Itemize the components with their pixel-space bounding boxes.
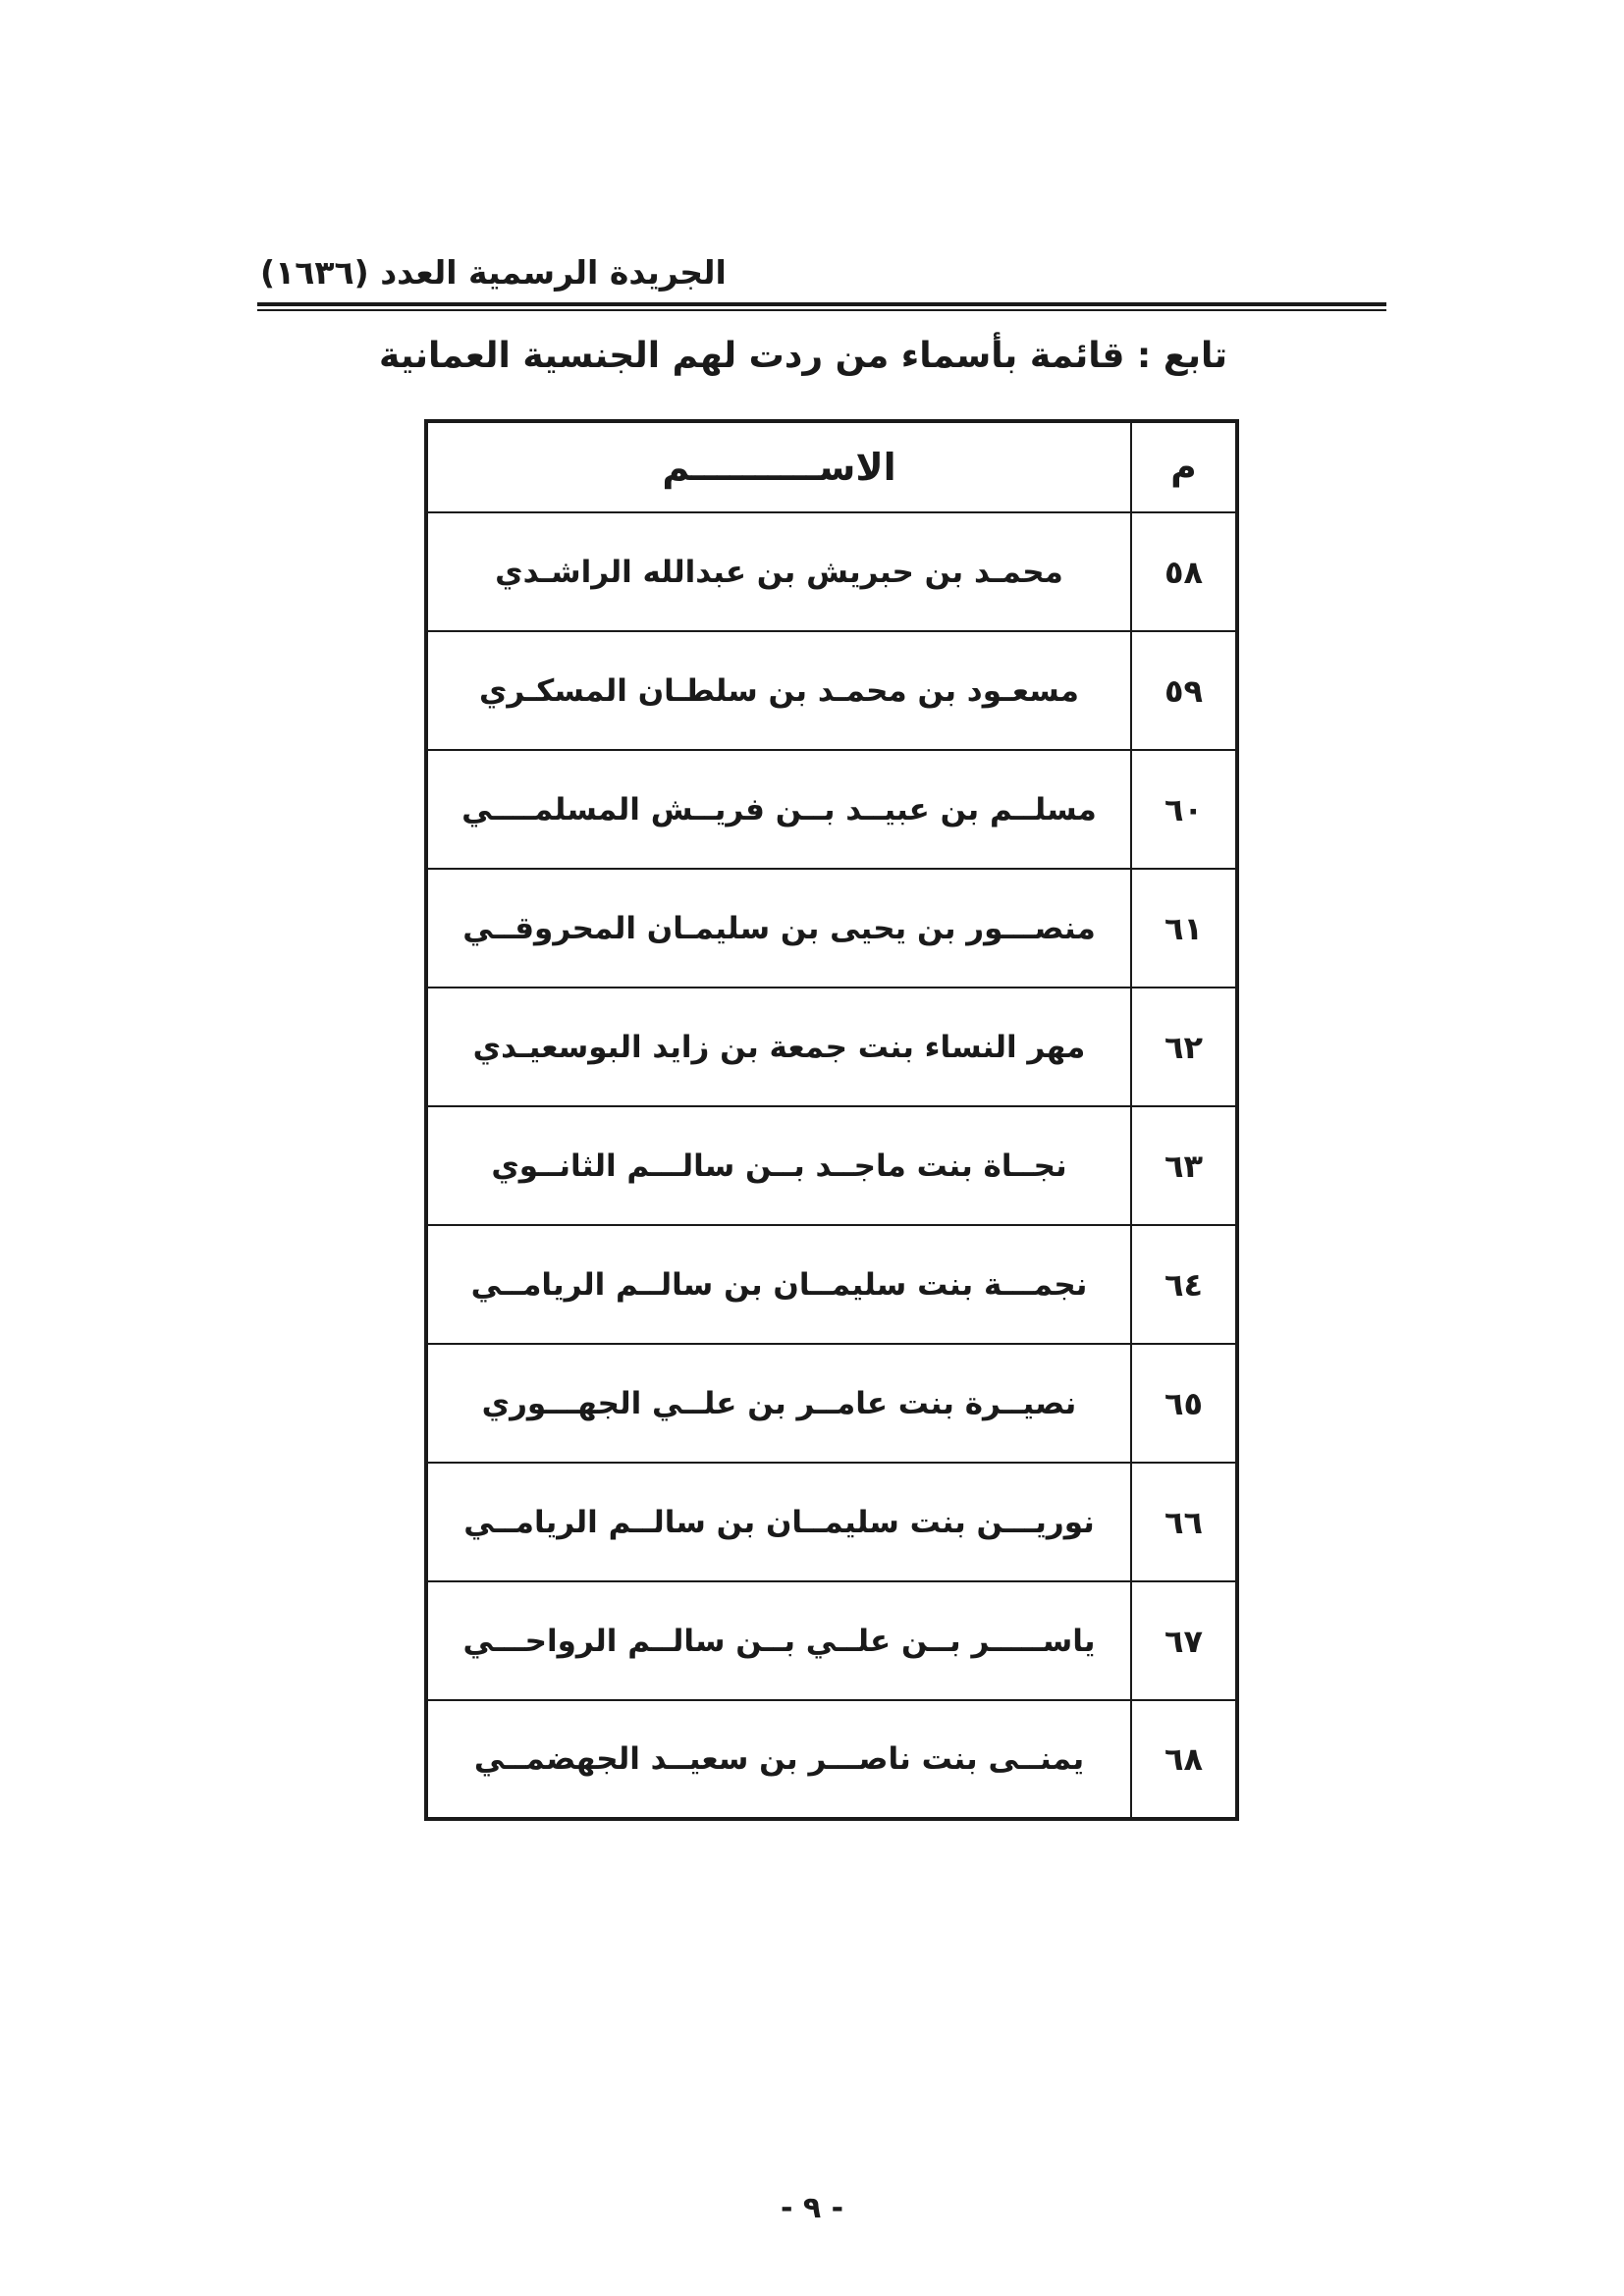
table-row — [426, 1463, 1237, 1581]
header-double-rule — [257, 302, 1386, 311]
table-row — [426, 1700, 1237, 1819]
table-row — [426, 1581, 1237, 1700]
row-name: منصـــور بن يحيى بن سليمـان المحروقــي — [426, 869, 1131, 988]
row-number: ٥٩ — [1131, 631, 1237, 750]
table-body — [426, 512, 1237, 1819]
column-header-number: م — [1131, 421, 1237, 512]
table-row — [426, 1106, 1237, 1225]
row-number: ٦٧ — [1131, 1581, 1237, 1700]
row-name: محمـد بن حبريش بن عبدالله الراشـدي — [426, 512, 1131, 631]
row-name: نجــاة بنت ماجــد بــن سالـــم الثانــوي — [426, 1106, 1131, 1225]
row-number: ٦٠ — [1131, 750, 1237, 869]
table-row — [426, 750, 1237, 869]
row-name: نوريـــن بنت سليمــان بن سالــم الريامــي — [426, 1463, 1131, 1581]
table-row — [426, 631, 1237, 750]
gazette-running-header: الجريدة الرسمية العدد (١٦٣٦) — [260, 253, 727, 292]
row-name: مسعـود بن محمـد بن سلطـان المسكـري — [426, 631, 1131, 750]
row-number: ٦٢ — [1131, 988, 1237, 1106]
table-header — [426, 421, 1237, 512]
table-row — [426, 512, 1237, 631]
names-table-container — [424, 419, 1239, 1821]
row-name: مسلــم بن عبيــد بــن فريــش المسلمــــي — [426, 750, 1131, 869]
row-name: نجمـــة بنت سليمــان بن سالــم الريامــي — [426, 1225, 1131, 1344]
names-table — [424, 419, 1239, 1821]
row-name: مهر النساء بنت جمعة بن زايد البوسعيـدي — [426, 988, 1131, 1106]
row-number: ٦١ — [1131, 869, 1237, 988]
table-row — [426, 869, 1237, 988]
table-row — [426, 988, 1237, 1106]
table-row — [426, 1344, 1237, 1463]
row-number: ٦٥ — [1131, 1344, 1237, 1463]
table-row — [426, 1225, 1237, 1344]
row-name: يمنــى بنت ناصـــر بن سعيــد الجهضمــي — [426, 1700, 1131, 1819]
column-header-name: الاســــــــــم — [426, 421, 1131, 512]
row-number: ٥٨ — [1131, 512, 1237, 631]
row-name: نصيــرة بنت عامــر بن علــي الجهـــوري — [426, 1344, 1131, 1463]
page-number: - ٩ - — [780, 2191, 844, 2225]
row-number: ٦٦ — [1131, 1463, 1237, 1581]
row-name: ياســـــر بــن علــي بــن سالــم الرواحـــي — [426, 1581, 1131, 1700]
row-number: ٦٣ — [1131, 1106, 1237, 1225]
row-number: ٦٨ — [1131, 1700, 1237, 1819]
page-title: تابع : قائمة بأسماء من ردت لهم الجنسية العمانية — [379, 336, 1227, 376]
table-header-row — [426, 421, 1237, 512]
row-number: ٦٤ — [1131, 1225, 1237, 1344]
